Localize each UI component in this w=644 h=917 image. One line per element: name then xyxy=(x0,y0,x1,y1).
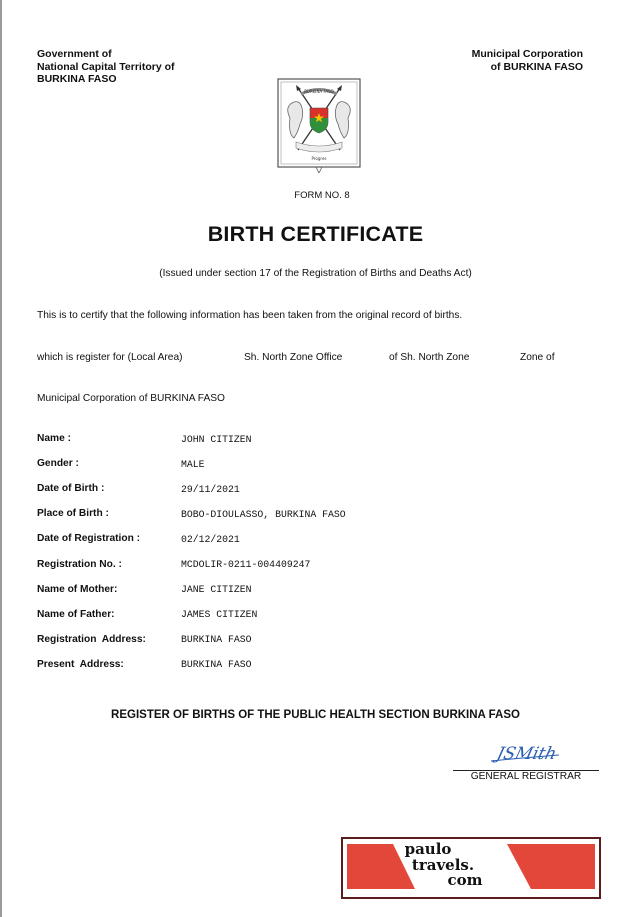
field-value-name: JOHN CITIZEN xyxy=(181,434,252,445)
signature-text: JSMith xyxy=(494,744,559,764)
register-footer: REGISTER OF BIRTHS OF THE PUBLIC HEALTH SECTION BURKINA FASO xyxy=(111,709,520,721)
field-value-date-of-registration: 02/12/2021 xyxy=(181,534,240,545)
local-area-zone-of: Zone of xyxy=(520,352,555,363)
field-label-name: Name : xyxy=(37,433,71,444)
registrar-title: GENERAL REGISTRAR xyxy=(470,771,582,782)
watermark-line3: com xyxy=(447,871,483,889)
field-label-mother: Name of Mother: xyxy=(37,584,118,595)
field-value-gender: MALE xyxy=(181,459,205,470)
field-value-mother: JANE CITIZEN xyxy=(181,584,252,595)
local-area-office: Sh. North Zone Office xyxy=(244,352,343,363)
page-edge xyxy=(0,0,2,917)
field-value-date-of-birth: 29/11/2021 xyxy=(181,484,240,495)
emblem-top-text: BURKINA FASO xyxy=(304,89,334,94)
field-value-present-address: BURKINA FASO xyxy=(181,659,252,670)
field-label-date-of-registration: Date of Registration : xyxy=(37,533,141,544)
header-left-line3: BURKINA FASO xyxy=(37,73,117,85)
emblem-bottom-text: Progres xyxy=(311,156,327,161)
watermark-line1: paulo xyxy=(404,840,452,858)
header-government xyxy=(37,48,175,86)
header-left-line1: Government of xyxy=(37,48,112,60)
field-label-registration-no: Registration No. : xyxy=(37,559,122,570)
paulo-travels-watermark xyxy=(341,837,601,899)
field-label-father: Name of Father: xyxy=(37,609,115,620)
coat-of-arms-emblem xyxy=(276,78,362,174)
header-right-line1: Municipal Corporation xyxy=(471,48,583,60)
header-municipal xyxy=(472,48,583,73)
certify-statement: This is to certify that the following information has been taken from the original record of births. xyxy=(37,310,463,321)
form-number: FORM NO. 8 xyxy=(294,190,350,201)
municipal-line: Municipal Corporation of BURKINA FASO xyxy=(37,393,225,404)
field-label-date-of-birth: Date of Birth : xyxy=(37,483,105,494)
field-label-place-of-birth: Place of Birth : xyxy=(37,508,109,519)
local-area-label: which is register for (Local Area) xyxy=(37,352,183,363)
header-right-line2: of BURKINA FASO xyxy=(490,60,583,73)
header-left-line2: National Capital Territory of xyxy=(37,60,175,73)
field-label-present-address: Present Address: xyxy=(37,659,124,670)
registrar-signature xyxy=(485,740,565,766)
field-value-place-of-birth: BOBO-DIOULASSO, BURKINA FASO xyxy=(181,509,346,520)
watermark-line2: travels. xyxy=(411,855,475,874)
field-value-registration-no: MCDOLIR-0211-004409247 xyxy=(181,559,311,570)
field-value-registration-address: BURKINA FASO xyxy=(181,634,252,645)
certificate-title: BIRTH CERTIFICATE xyxy=(207,222,424,246)
issued-under-text: (Issued under section 17 of the Registration of Births and Deaths Act) xyxy=(159,268,472,279)
local-area-zone: of Sh. North Zone xyxy=(389,352,470,363)
field-label-gender: Gender : xyxy=(37,458,79,469)
field-value-father: JAMES CITIZEN xyxy=(181,609,258,620)
field-label-registration-address: Registration Address: xyxy=(37,634,146,645)
